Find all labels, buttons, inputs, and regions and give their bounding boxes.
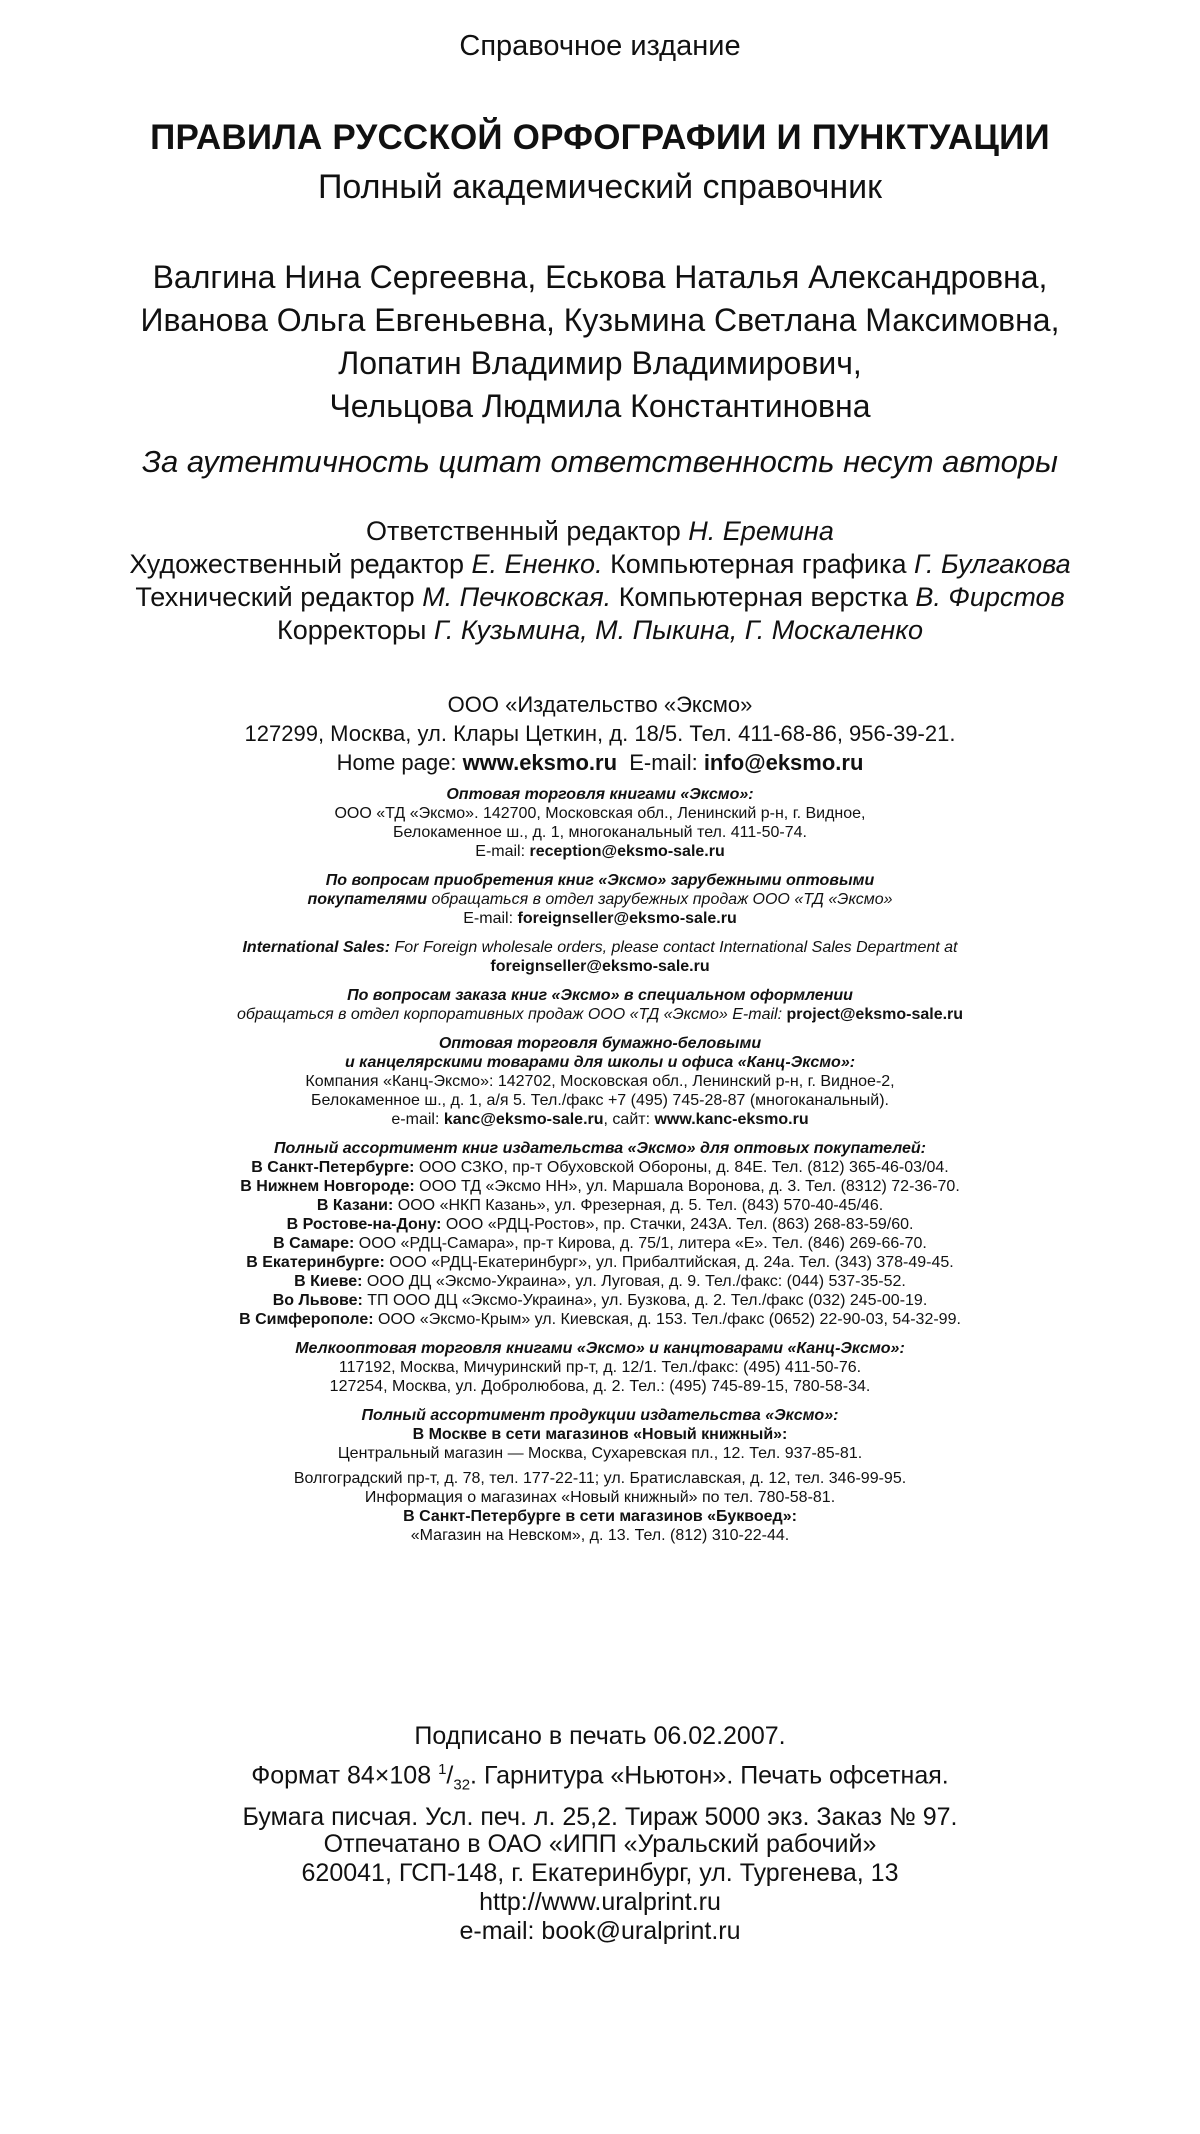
foreign-email-link[interactable]: foreignseller@eksmo-sale.ru <box>517 910 737 927</box>
regional-wholesale: Полный ассортимент книг издательства «Эксмо» для оптовых покупателей: В Санкт-Петербурге: ООО СЗКО, пр-т Обуховской Обороны, д. 84Е. Тел. (812) 365-46-03/04. В Нижнем Новгороде: ООО ТД «Эксмо НН», ул. Маршала Воронова, д. 3. Тел. (8312) 72-36-70. В Казани: ООО «НКП Казань», ул. Фрезерная, д. 5. Тел. (843) 570-40-45/46. В Ростове-на-Дону: ООО «РДЦ-Ростов», пр. Стачки, 243А. Тел. (863) 268-83-59/60. В Самаре: ООО «РДЦ-Самара», пр-т Кирова, д. 75/1, литера «Е». Тел. (846) 269-66-70. В Екатеринбурге: ООО «РДЦ-Екатеринбург», ул. Прибалтийская, д. 24а. Тел. (343) 378-49-45. В Киеве: ООО ДЦ «Эксмо-Украина», ул. Луговая, д. 9. Тел./факс: (044) 537-35-52. Во Львове: ТП ООО ДЦ «Эксмо-Украина», ул. Бузкова, д. 2. Тел./факс (032) 245-00-19. В Симферополе: ООО «Эксмо-Крым» ул. Киевская, д. 153. Тел./факс (0652) 22-90-03, 54-32-99. <box>0 1139 1200 1329</box>
city-row: В Казани: ООО «НКП Казань», ул. Фрезерная, д. 5. Тел. (843) 570-40-45/46. <box>316 1197 884 1214</box>
printer-site-link[interactable]: http://www.uralprint.ru <box>479 1888 721 1916</box>
small-wholesale: Мелкооптовая торговля книгами «Эксмо» и канцтоварами «Канц-Эксмо»: 117192, Москва, Мичуринский пр-т, д. 12/1. Тел./факс: (495) 411-50-76. 127254, Москва, ул. Добролюбова, д. 2. Тел.: (495) 745-89-15, 780-58-34. <box>295 1340 905 1395</box>
author-line: Иванова Ольга Евгеньевна, Кузьмина Светлана Максимовна, <box>140 302 1060 338</box>
publisher-info <box>0 690 1200 777</box>
retail-stores: Полный ассортимент продукции издательства «Эксмо»: В Москве в сети магазинов «Новый книжный»: Центральный магазин — Москва, Сухаревская пл., 12. Тел. 937-85-81. Волгоградский пр-т, д. 78, тел. 177-22-11; ул. Братиславская, д. 12, тел. 346-99-95. Информация о магазинах «Новый книжный» по тел. 780-58-81. В Санкт-Петербурге в сети магазинов «Буквоед»: «Магазин на Невском», д. 13. Тел. (812) 310-22-44. <box>293 1407 907 1544</box>
proofreaders: Корректоры Г. Кузьмина, М. Пыкина, Г. Москаленко <box>276 615 924 645</box>
printer-info: Отпечатано в ОАО «ИПП «Уральский рабочий» 620041, ГСП-148, г. Екатеринбург, ул. Тургенева, 13 http://www.uralprint.ru e-mail: book@uralprint.ru <box>0 1830 1200 1946</box>
city-row: Во Львове: ТП ООО ДЦ «Эксмо-Украина», ул. Бузкова, д. 2. Тел./факс (032) 245-00-19. <box>272 1292 928 1309</box>
city-row: В Самаре: ООО «РДЦ-Самара», пр-т Кирова, д. 75/1, литера «Е». Тел. (846) 269-66-70. <box>273 1235 927 1252</box>
wholesale-heading: Оптовая торговля книгами «Эксмо»: <box>446 786 754 803</box>
art-editor: Художественный редактор Е. Ененко. Компьютерная графика Г. Булгакова <box>129 549 1071 579</box>
series-label: Справочное издание <box>459 30 741 62</box>
print-details: Подписано в печать 06.02.2007. Формат 84×108 $^1/_{32}$. Гарнитура «Ньютон». Печать офсетная. Бумага писчая. Усл. печ. л. 25,2. Тираж 5000 экз. Заказ № 97. <box>242 1722 958 1832</box>
foreign-sales: По вопросам приобретения книг «Эксмо» зарубежными оптовыми покупателями обращаться в отдел зарубежных продаж ООО «ТД «Эксмо» E-mail: foreignseller@eksmo-sale.ru <box>307 872 893 927</box>
special-orders: По вопросам заказа книг «Эксмо» в специальном оформлении обращаться в отдел корпоративных продаж ООО «ТД «Эксмо» E-mail: project@eksmo-sale.ru <box>236 987 964 1023</box>
reception-email-link[interactable]: reception@eksmo-sale.ru <box>529 843 725 860</box>
editors-credits <box>0 515 1200 647</box>
international-sales: International Sales: For Foreign wholesale orders, please contact International Sales Department at foreignseller@eksmo-sale.ru <box>0 938 1200 976</box>
intl-email-link[interactable]: foreignseller@eksmo-sale.ru <box>490 958 710 975</box>
project-email-link[interactable]: project@eksmo-sale.ru <box>786 1006 964 1023</box>
author-line: Лопатин Владимир Владимирович, <box>338 345 862 381</box>
home-page-link[interactable]: www.eksmo.ru <box>462 750 618 775</box>
kanc-email-link[interactable]: kanc@eksmo-sale.ru <box>443 1111 604 1128</box>
city-row: В Киеве: ООО ДЦ «Эксмо-Украина», ул. Луговая, д. 9. Тел./факс: (044) 537-35-52. <box>294 1273 906 1290</box>
city-row: В Нижнем Новгороде: ООО ТД «Эксмо НН», ул. Маршала Воронова, д. 3. Тел. (8312) 72-36-70. <box>240 1178 960 1195</box>
kanc-site-link[interactable]: www.kanc-eksmo.ru <box>654 1111 809 1128</box>
tech-editor: Технический редактор М. Печковская. Компьютерная верстка В. Фирстов <box>135 582 1065 612</box>
printer-email-link[interactable]: e-mail: book@uralprint.ru <box>459 1917 741 1945</box>
distribution-info: Оптовая торговля книгами «Эксмо»: ООО «ТД «Эксмо». 142700, Московская обл., Ленинский р-н, г. Видное, Белокаменное ш., д. 1, многоканальный тел. 411-50-74. E-mail: reception@eksmo-sale.ru По вопросам приобретения книг «Эксмо» зарубежными оптовыми покупателями обращаться в отдел зарубежных продаж ООО «ТД «Эксмо» E-mail: foreignseller@eksmo-sale.ru International Sales: For Foreign wholesale orders, please contact International Sales Department at foreignseller@eksmo-sale.ru По вопросам заказа книг «Эксмо» в специальном оформлении обращаться в отдел корпоративных продаж ООО «ТД «Эксмо» E-mail: project@eksmo-sale.ru Оптовая торговля бумажно-беловыми и канцелярскими товарами для школы и офиса «Канц-Эксмо»: Компания «Канц-Эксмо»: 142702, Московская обл., Ленинский р-н, г. Видное-2, Белокаменное ш., д. 1, а/я 5. Тел./факс +7 (495) 745-28-87 (многоканальный). e-mail: kanc@eksmo-sale.ru, сайт: www.kanc-eksmo.ru Полный ассортимент книг издательства «Эксмо» для оптовых покупателей: В Санкт-Петербурге: ООО СЗКО, пр-т Обуховской Обороны, д. 84Е. Тел. (812) 365-46-03/04. В Нижнем Новгороде: ООО ТД «Эксмо НН», ул. Маршала Воронова, д. 3. Тел. (8312) 72-36-70. В Казани: ООО «НКП Казань», ул. Фрезерная, д. 5. Тел. (843) 570-40-45/46. В Ростове-на-Дону: ООО «РДЦ-Ростов», пр. Стачки, 243А. Тел. (863) 268-83-59/60. В Самаре: ООО «РДЦ-Самара», пр-т Кирова, д. 75/1, литера «Е». Тел. (846) 269-66-70. В Екатеринбурге: ООО «РДЦ-Екатеринбург», ул. Прибалтийская, д. 24а. Тел. (343) 378-49-45. В Киеве: ООО ДЦ «Эксмо-Украина», ул. Луговая, д. 9. Тел./факс: (044) 537-35-52. Во Львове: ТП ООО ДЦ «Эксмо-Украина», ул. Бузкова, д. 2. Тел./факс (032) 245-00-19. В Симферополе: ООО «Эксмо-Крым» ул. Киевская, д. 153. Тел./факс (0652) 22-90-03, 54-32-99. Мелкооптовая торговля книгами «Эксмо» и канцтоварами «Канц-Эксмо»: 117192, Москва, Мичуринский пр-т, д. 12/1. Тел./факс: (495) 411-50-76. 127254, Москва, ул. Добролюбова, д. 2. Тел.: (495) 745-89-15, 780-58-34. Полный ассортимент продукции издательства «Эксмо»: В Москве в сети магазинов «Новый книжный»: Центральный магазин — Москва, Сухаревская пл., 12. Тел. 937-85-81. Волгоградский пр-т, д. 78, тел. 177-22-11; ул. Братиславская, д. 12, тел. 346-99-95. Информация о магазинах «Новый книжный» по тел. 780-58-81. В Санкт-Петербурге в сети магазинов «Буквоед»: «Магазин на Невском», д. 13. Тел. (812) 310-22-44. <box>0 785 1200 1545</box>
book-subtitle: Полный академический справочник <box>317 168 882 206</box>
publisher-name: ООО «Издательство «Эксмо» <box>447 692 753 717</box>
author-line: Чельцова Людмила Константиновна <box>329 388 871 424</box>
publisher-address: 127299, Москва, ул. Клары Цеткин, д. 18/5. Тел. 411-68-86, 956-39-21. <box>244 721 956 746</box>
publisher-contacts: Home page: www.eksmo.ru E-mail: info@eksmo.ru <box>336 750 864 775</box>
email-link[interactable]: info@eksmo.ru <box>703 750 864 775</box>
author-line: Валгина Нина Сергеевна, Еськова Наталья Александровна, <box>152 259 1048 295</box>
disclaimer: За аутентичность цитат ответственность несут авторы <box>142 444 1058 479</box>
city-row: В Екатеринбурге: ООО «РДЦ-Екатеринбург», ул. Прибалтийская, д. 24а. Тел. (343) 378-49-45. <box>246 1254 954 1271</box>
city-row: В Санкт-Петербурге: ООО СЗКО, пр-т Обуховской Обороны, д. 84Е. Тел. (812) 365-46-03/04. <box>251 1159 949 1176</box>
book-title: ПРАВИЛА РУССКОЙ ОРФОГРАФИИ И ПУНКТУАЦИИ <box>150 118 1050 157</box>
city-row: В Симферополе: ООО «Эксмо-Крым» ул. Киевская, д. 153. Тел./факс (0652) 22-90-03, 54-32-99. <box>239 1311 961 1328</box>
authors-list <box>0 256 1200 428</box>
chief-editor: Ответственный редактор Н. Еремина <box>366 516 834 546</box>
city-row: В Ростове-на-Дону: ООО «РДЦ-Ростов», пр. Стачки, 243А. Тел. (863) 268-83-59/60. <box>286 1216 914 1233</box>
stationery-sales: Оптовая торговля бумажно-беловыми и канцелярскими товарами для школы и офиса «Канц-Эксмо»: Компания «Канц-Эксмо»: 142702, Московская обл., Ленинский р-н, г. Видное-2, Белокаменное ш., д. 1, а/я 5. Тел./факс +7 (495) 745-28-87 (многоканальный). e-mail: kanc@eksmo-sale.ru, сайт: www.kanc-eksmo.ru <box>305 1035 895 1128</box>
